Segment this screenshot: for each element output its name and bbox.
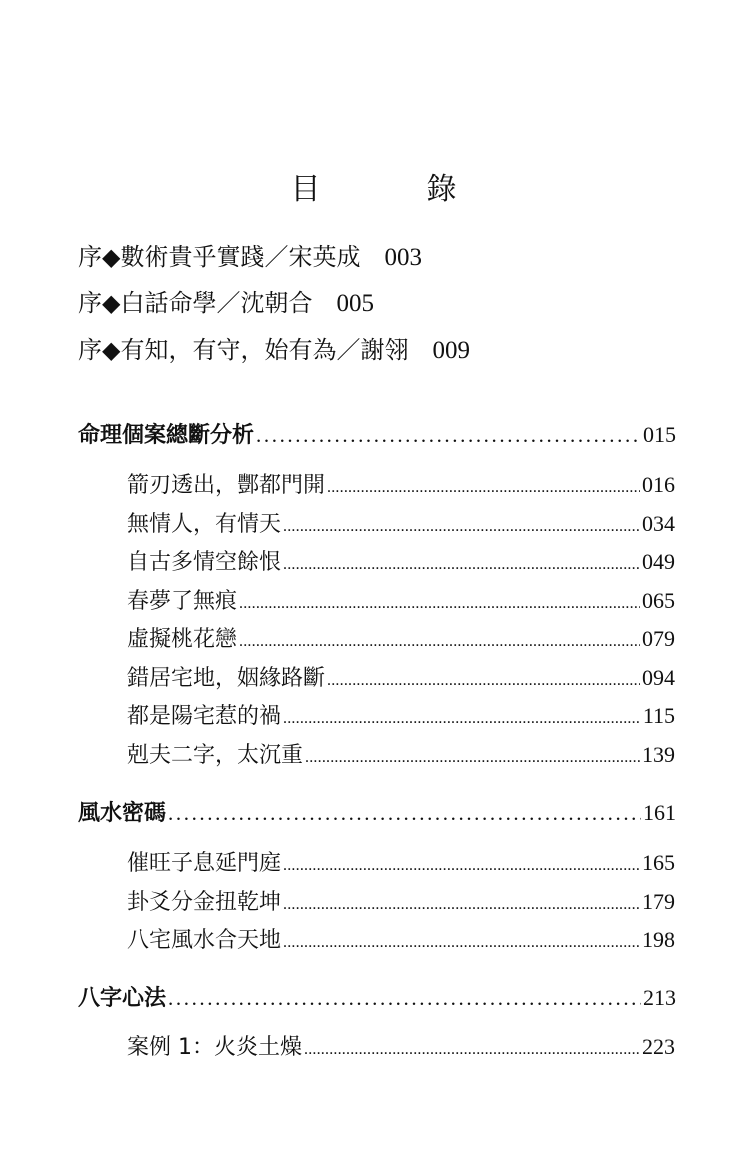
dot-leader	[327, 479, 640, 497]
entry-title: 卦爻分金扭乾坤	[127, 890, 282, 915]
preface-title: 序◆有知，有守，始有為／謝翎	[78, 336, 409, 364]
page-number: 179	[642, 889, 675, 914]
page-number: 034	[642, 511, 675, 536]
toc-entry[interactable]	[127, 738, 675, 772]
toc-entry[interactable]	[127, 923, 675, 957]
page-number: 009	[432, 337, 470, 364]
page-number: 223	[642, 1034, 675, 1059]
entry-title: 剋夫二字，太沉重	[127, 743, 304, 768]
dot-leader	[239, 633, 640, 651]
dot-leader	[283, 934, 640, 952]
entry-title: 虛擬桃花戀	[127, 627, 238, 652]
preface-entry[interactable]	[78, 241, 422, 273]
page-number: 139	[642, 742, 675, 767]
section-heading[interactable]	[78, 981, 676, 1015]
dot-leader	[283, 896, 640, 914]
page-number: 003	[384, 244, 422, 271]
toc-entry[interactable]	[127, 584, 675, 618]
entry-title: 春夢了無痕	[127, 589, 238, 614]
dot-leader	[283, 556, 640, 574]
toc-entry[interactable]	[127, 1030, 675, 1064]
entry-title: 錯居宅地，姻緣路斷	[127, 666, 326, 691]
entry-title: 八宅風水合天地	[127, 928, 282, 953]
preface-entry[interactable]	[78, 287, 374, 319]
section-title: 八字心法	[78, 986, 167, 1011]
dot-leader	[304, 1041, 640, 1059]
dot-leader	[239, 595, 640, 613]
dot-leader	[168, 986, 641, 1011]
toc-entry[interactable]	[127, 545, 675, 579]
preface-title: 序◆白話命學／沈朝合	[78, 289, 313, 317]
section-title: 命理個案總斷分析	[78, 423, 255, 448]
entry-title: 催旺子息延門庭	[127, 851, 282, 876]
toc-entry[interactable]	[127, 507, 675, 541]
entry-title: 箭刃透出，酆都門開	[127, 473, 326, 498]
toc-entry[interactable]	[127, 661, 675, 695]
page-title: 目 錄	[290, 172, 495, 208]
page-number: 049	[642, 549, 675, 574]
dot-leader	[305, 749, 640, 767]
dot-leader	[327, 672, 640, 690]
toc-entry[interactable]	[127, 468, 675, 502]
dot-leader	[283, 710, 641, 728]
page-number: 079	[642, 626, 675, 651]
toc-entry[interactable]	[127, 885, 675, 919]
page-number: 198	[642, 927, 675, 952]
entry-title: 都是陽宅惹的禍	[127, 704, 282, 729]
section-heading[interactable]	[78, 418, 676, 452]
section-heading[interactable]	[78, 796, 676, 830]
toc-entry[interactable]	[127, 699, 675, 733]
page-number: 165	[642, 850, 675, 875]
page-number: 015	[643, 422, 676, 447]
dot-leader	[283, 518, 640, 536]
page-number: 213	[643, 985, 676, 1010]
page-number: 094	[642, 665, 675, 690]
page-number: 161	[643, 800, 676, 825]
dot-leader	[283, 857, 640, 875]
toc-entry[interactable]	[127, 846, 675, 880]
page-number: 005	[336, 290, 374, 317]
section-title: 風水密碼	[78, 801, 167, 826]
page-number: 065	[642, 588, 675, 613]
page-number: 016	[642, 472, 675, 497]
entry-title: 自古多情空餘恨	[127, 550, 282, 575]
preface-entry[interactable]	[78, 334, 470, 366]
page-number: 115	[642, 703, 675, 728]
entry-title: 無情人，有情天	[127, 512, 282, 537]
preface-title: 序◆數術貴乎實踐／宋英成	[78, 243, 361, 271]
toc-entry[interactable]	[127, 622, 675, 656]
dot-leader	[168, 801, 641, 826]
dot-leader	[256, 423, 641, 448]
entry-title: 案例 1：火炎土燥	[127, 1035, 302, 1060]
